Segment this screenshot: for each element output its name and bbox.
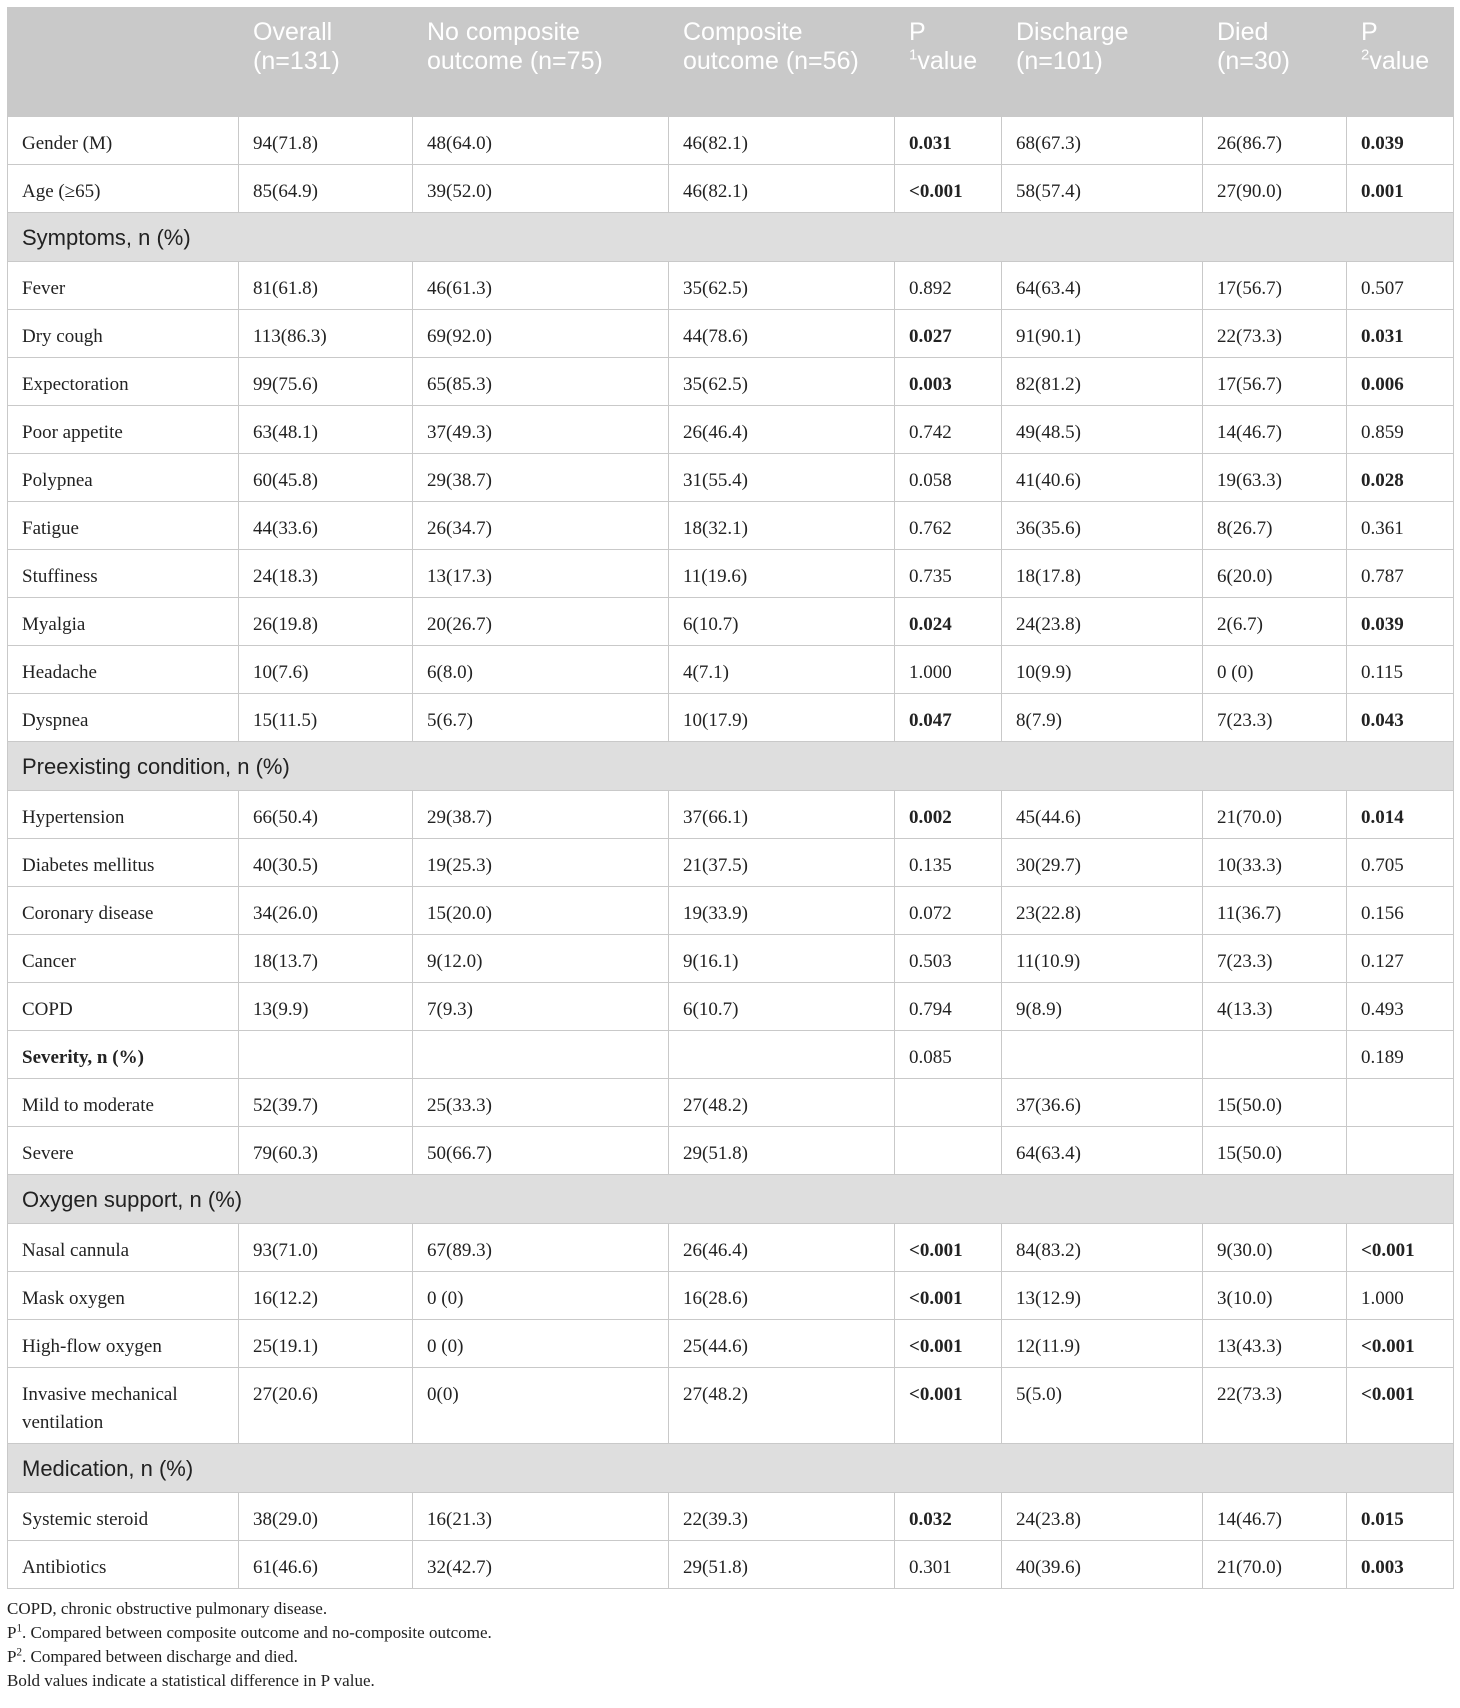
cell: 27(48.2): [669, 1368, 895, 1444]
section-medication: Medication, n (%): [8, 1444, 1454, 1493]
cell: 16(12.2): [239, 1272, 413, 1320]
row-label: Dry cough: [8, 310, 239, 358]
row-label: Fatigue: [8, 502, 239, 550]
footnote-p1-letter: P: [7, 1623, 17, 1642]
table-row: [8, 406, 1454, 454]
table-footnotes: [7, 1597, 1453, 1693]
table-row: [8, 1127, 1454, 1175]
table-row: [8, 358, 1454, 406]
table-row: [8, 646, 1454, 694]
p-cell: 0.028: [1347, 454, 1454, 502]
cell: 27(48.2): [669, 1079, 895, 1127]
row-label: Headache: [8, 646, 239, 694]
p-cell: 0.001: [1347, 165, 1454, 213]
row-label: Poor appetite: [8, 406, 239, 454]
p1-letter: P: [909, 18, 926, 46]
table-container: [7, 7, 1453, 1693]
cell: 13(43.3): [1203, 1320, 1347, 1368]
row-label: Nasal cannula: [8, 1224, 239, 1272]
cell: 0 (0): [1203, 646, 1347, 694]
cell: 3(10.0): [1203, 1272, 1347, 1320]
p-cell: 0.859: [1347, 406, 1454, 454]
p-cell: [1347, 1079, 1454, 1127]
cell: 9(16.1): [669, 935, 895, 983]
cell: 12(11.9): [1002, 1320, 1203, 1368]
p-cell: 0.039: [1347, 598, 1454, 646]
table-row: [8, 887, 1454, 935]
cell: 7(23.3): [1203, 694, 1347, 742]
cell: 46(61.3): [413, 262, 669, 310]
header-cell-p1: [895, 8, 1002, 117]
cell: [239, 1031, 413, 1079]
cell: [1002, 1031, 1203, 1079]
cell: 17(56.7): [1203, 358, 1347, 406]
p-cell: 0.015: [1347, 1493, 1454, 1541]
section-symptoms: Symptoms, n (%): [8, 213, 1454, 262]
cell: 35(62.5): [669, 358, 895, 406]
p-cell: 0.787: [1347, 550, 1454, 598]
row-label: Cancer: [8, 935, 239, 983]
section-row: [8, 213, 1454, 262]
cell: 29(38.7): [413, 791, 669, 839]
section-row: [8, 742, 1454, 791]
cell: 38(29.0): [239, 1493, 413, 1541]
cell: 0(0): [413, 1368, 669, 1444]
p-cell: 0.047: [895, 694, 1002, 742]
cell: 6(20.0): [1203, 550, 1347, 598]
p-cell: 0.014: [1347, 791, 1454, 839]
p-cell: 0.735: [895, 550, 1002, 598]
cell: 29(51.8): [669, 1127, 895, 1175]
cell: 22(73.3): [1203, 310, 1347, 358]
cell: 9(8.9): [1002, 983, 1203, 1031]
cell: 5(6.7): [413, 694, 669, 742]
cell: 7(9.3): [413, 983, 669, 1031]
cell: 20(26.7): [413, 598, 669, 646]
cell: 44(78.6): [669, 310, 895, 358]
row-label: Expectoration: [8, 358, 239, 406]
row-label: Fever: [8, 262, 239, 310]
cell: 34(26.0): [239, 887, 413, 935]
p-cell: <0.001: [895, 165, 1002, 213]
p-cell: 0.032: [895, 1493, 1002, 1541]
p1-sup: 1: [909, 46, 918, 64]
row-label: Invasive mechanical ventilation: [8, 1368, 239, 1444]
p-cell: 0.072: [895, 887, 1002, 935]
footnote-p2: [7, 1645, 1453, 1669]
cell: 9(12.0): [413, 935, 669, 983]
cell: 18(13.7): [239, 935, 413, 983]
cell: 17(56.7): [1203, 262, 1347, 310]
table-row: [8, 1031, 1454, 1079]
p2-sup: 2: [1361, 46, 1370, 64]
row-label: Coronary disease: [8, 887, 239, 935]
p-cell: 1.000: [1347, 1272, 1454, 1320]
p-cell: 0.507: [1347, 262, 1454, 310]
p-cell: 0.006: [1347, 358, 1454, 406]
p-cell: 0.301: [895, 1541, 1002, 1589]
cell: 26(34.7): [413, 502, 669, 550]
cell: 27(20.6): [239, 1368, 413, 1444]
row-label: Gender (M): [8, 117, 239, 165]
cell: [1203, 1031, 1347, 1079]
cell: 6(10.7): [669, 598, 895, 646]
cell: 44(33.6): [239, 502, 413, 550]
p-cell: 0.003: [1347, 1541, 1454, 1589]
row-label: Hypertension: [8, 791, 239, 839]
p-cell: 0.115: [1347, 646, 1454, 694]
cell: 84(83.2): [1002, 1224, 1203, 1272]
cell: 79(60.3): [239, 1127, 413, 1175]
row-label: Mask oxygen: [8, 1272, 239, 1320]
cell: 39(52.0): [413, 165, 669, 213]
cell: [413, 1031, 669, 1079]
cell: 65(85.3): [413, 358, 669, 406]
table-row: [8, 694, 1454, 742]
table-row: [8, 1224, 1454, 1272]
cell: 85(64.9): [239, 165, 413, 213]
p-cell: 0.031: [1347, 310, 1454, 358]
p-cell: 0.043: [1347, 694, 1454, 742]
p-cell: <0.001: [1347, 1368, 1454, 1444]
table-row: [8, 839, 1454, 887]
table-row: [8, 165, 1454, 213]
cell: 13(12.9): [1002, 1272, 1203, 1320]
table-row: [8, 502, 1454, 550]
cell: 2(6.7): [1203, 598, 1347, 646]
cell: 10(9.9): [1002, 646, 1203, 694]
table-row: [8, 310, 1454, 358]
cell: 4(13.3): [1203, 983, 1347, 1031]
cell: 45(44.6): [1002, 791, 1203, 839]
cell: 8(7.9): [1002, 694, 1203, 742]
cell: 36(35.6): [1002, 502, 1203, 550]
cell: 29(51.8): [669, 1541, 895, 1589]
p-cell: <0.001: [1347, 1224, 1454, 1272]
cell: 58(57.4): [1002, 165, 1203, 213]
p-cell: <0.001: [1347, 1320, 1454, 1368]
p-cell: 0.027: [895, 310, 1002, 358]
p-cell: 0.705: [1347, 839, 1454, 887]
cell: 82(81.2): [1002, 358, 1203, 406]
p-cell: 0.892: [895, 262, 1002, 310]
row-label: Systemic steroid: [8, 1493, 239, 1541]
table-row: [8, 1368, 1454, 1444]
p-cell: 0.085: [895, 1031, 1002, 1079]
cell: 13(9.9): [239, 983, 413, 1031]
cell: 19(63.3): [1203, 454, 1347, 502]
row-label: Dyspnea: [8, 694, 239, 742]
cell: [669, 1031, 895, 1079]
table-row: [8, 1079, 1454, 1127]
section-preexisting: Preexisting condition, n (%): [8, 742, 1454, 791]
cell: 40(30.5): [239, 839, 413, 887]
header-cell-died: Died (n=30): [1203, 8, 1347, 117]
cell: 60(45.8): [239, 454, 413, 502]
table-row: [8, 598, 1454, 646]
row-label: Antibiotics: [8, 1541, 239, 1589]
p-cell: 0.024: [895, 598, 1002, 646]
header-cell-discharge: Discharge (n=101): [1002, 8, 1203, 117]
cell: 32(42.7): [413, 1541, 669, 1589]
footnote-p2-sup: 2: [16, 1646, 22, 1659]
cell: 26(46.4): [669, 1224, 895, 1272]
p2-letter: P: [1361, 18, 1378, 46]
table-row: [8, 791, 1454, 839]
cell: 46(82.1): [669, 117, 895, 165]
cell: 24(23.8): [1002, 598, 1203, 646]
row-label: Mild to moderate: [8, 1079, 239, 1127]
cell: 13(17.3): [413, 550, 669, 598]
footnote-p1: [7, 1621, 1453, 1645]
table-row: [8, 1493, 1454, 1541]
cell: 25(19.1): [239, 1320, 413, 1368]
cell: 16(21.3): [413, 1493, 669, 1541]
cell: 46(82.1): [669, 165, 895, 213]
cell: 52(39.7): [239, 1079, 413, 1127]
p-cell: 0.794: [895, 983, 1002, 1031]
header-cell-no-composite: No composite outcome (n=75): [413, 8, 669, 117]
p-cell: 0.742: [895, 406, 1002, 454]
header-cell-composite: Composite outcome (n=56): [669, 8, 895, 117]
cell: 24(18.3): [239, 550, 413, 598]
cell: 11(19.6): [669, 550, 895, 598]
cell: 26(86.7): [1203, 117, 1347, 165]
table-row: [8, 262, 1454, 310]
p-cell: <0.001: [895, 1224, 1002, 1272]
cell: 6(10.7): [669, 983, 895, 1031]
cell: 35(62.5): [669, 262, 895, 310]
cell: 49(48.5): [1002, 406, 1203, 454]
cell: 4(7.1): [669, 646, 895, 694]
cell: 0 (0): [413, 1320, 669, 1368]
p-cell: 0.002: [895, 791, 1002, 839]
cell: 24(23.8): [1002, 1493, 1203, 1541]
cell: 22(39.3): [669, 1493, 895, 1541]
p-cell: [1347, 1127, 1454, 1175]
cell: 23(22.8): [1002, 887, 1203, 935]
cell: 10(7.6): [239, 646, 413, 694]
cell: 69(92.0): [413, 310, 669, 358]
cell: 41(40.6): [1002, 454, 1203, 502]
p-cell: 0.361: [1347, 502, 1454, 550]
p-cell: 0.003: [895, 358, 1002, 406]
table-row: [8, 935, 1454, 983]
table-row: [8, 983, 1454, 1031]
row-label: COPD: [8, 983, 239, 1031]
cell: 67(89.3): [413, 1224, 669, 1272]
p-cell: 0.031: [895, 117, 1002, 165]
cell: 37(36.6): [1002, 1079, 1203, 1127]
data-table: [7, 7, 1454, 1589]
row-label: Stuffiness: [8, 550, 239, 598]
cell: 48(64.0): [413, 117, 669, 165]
footnote-p2-text: . Compared between discharge and died.: [22, 1647, 298, 1666]
cell: 25(33.3): [413, 1079, 669, 1127]
footnote-p1-text: . Compared between composite outcome and no-composite outcome.: [22, 1623, 492, 1642]
cell: 19(25.3): [413, 839, 669, 887]
cell: 91(90.1): [1002, 310, 1203, 358]
cell: 64(63.4): [1002, 262, 1203, 310]
section-row: [8, 1175, 1454, 1224]
table-row: [8, 1320, 1454, 1368]
p-cell: [895, 1079, 1002, 1127]
p-cell: 0.058: [895, 454, 1002, 502]
row-label: Severity, n (%): [8, 1031, 239, 1079]
cell: 15(50.0): [1203, 1079, 1347, 1127]
footnote-copd: COPD, chronic obstructive pulmonary disease.: [7, 1599, 328, 1618]
row-label: Severe: [8, 1127, 239, 1175]
p-cell: <0.001: [895, 1368, 1002, 1444]
table-row: [8, 117, 1454, 165]
cell: 29(38.7): [413, 454, 669, 502]
p-cell: 0.156: [1347, 887, 1454, 935]
cell: 93(71.0): [239, 1224, 413, 1272]
cell: 94(71.8): [239, 117, 413, 165]
section-oxygen: Oxygen support, n (%): [8, 1175, 1454, 1224]
p-cell: [895, 1127, 1002, 1175]
cell: 8(26.7): [1203, 502, 1347, 550]
p-cell: 0.503: [895, 935, 1002, 983]
cell: 18(17.8): [1002, 550, 1203, 598]
header-cell-p2: [1347, 8, 1454, 117]
row-label: High-flow oxygen: [8, 1320, 239, 1368]
cell: 63(48.1): [239, 406, 413, 454]
cell: 64(63.4): [1002, 1127, 1203, 1175]
cell: 50(66.7): [413, 1127, 669, 1175]
cell: 99(75.6): [239, 358, 413, 406]
cell: 40(39.6): [1002, 1541, 1203, 1589]
cell: 14(46.7): [1203, 406, 1347, 454]
cell: 16(28.6): [669, 1272, 895, 1320]
header-row: [8, 8, 1454, 117]
row-label: Age (≥65): [8, 165, 239, 213]
p-cell: <0.001: [895, 1272, 1002, 1320]
footnote-p2-letter: P: [7, 1647, 17, 1666]
row-label: Diabetes mellitus: [8, 839, 239, 887]
cell: 113(86.3): [239, 310, 413, 358]
p-cell: <0.001: [895, 1320, 1002, 1368]
cell: 81(61.8): [239, 262, 413, 310]
row-label: Polypnea: [8, 454, 239, 502]
cell: 37(66.1): [669, 791, 895, 839]
p-cell: 0.189: [1347, 1031, 1454, 1079]
cell: 22(73.3): [1203, 1368, 1347, 1444]
cell: 25(44.6): [669, 1320, 895, 1368]
p-cell: 0.135: [895, 839, 1002, 887]
table-row: [8, 550, 1454, 598]
cell: 10(33.3): [1203, 839, 1347, 887]
p-cell: 0.762: [895, 502, 1002, 550]
cell: 27(90.0): [1203, 165, 1347, 213]
cell: 31(55.4): [669, 454, 895, 502]
cell: 37(49.3): [413, 406, 669, 454]
cell: 19(33.9): [669, 887, 895, 935]
p1-value-word: value: [917, 47, 978, 75]
table-row: [8, 1541, 1454, 1589]
cell: 5(5.0): [1002, 1368, 1203, 1444]
p-cell: 0.493: [1347, 983, 1454, 1031]
cell: 61(46.6): [239, 1541, 413, 1589]
p-cell: 0.127: [1347, 935, 1454, 983]
cell: 21(70.0): [1203, 791, 1347, 839]
row-label: Myalgia: [8, 598, 239, 646]
cell: 7(23.3): [1203, 935, 1347, 983]
cell: 11(36.7): [1203, 887, 1347, 935]
header-cell-label: [8, 8, 239, 117]
cell: 10(17.9): [669, 694, 895, 742]
p2-value-word: value: [1369, 47, 1430, 75]
cell: 26(46.4): [669, 406, 895, 454]
footnote-p1-sup: 1: [16, 1622, 22, 1635]
cell: 21(70.0): [1203, 1541, 1347, 1589]
cell: 14(46.7): [1203, 1493, 1347, 1541]
table-row: [8, 454, 1454, 502]
cell: 15(20.0): [413, 887, 669, 935]
cell: 18(32.1): [669, 502, 895, 550]
cell: 30(29.7): [1002, 839, 1203, 887]
cell: 15(11.5): [239, 694, 413, 742]
cell: 26(19.8): [239, 598, 413, 646]
table-row: [8, 1272, 1454, 1320]
cell: 68(67.3): [1002, 117, 1203, 165]
cell: 11(10.9): [1002, 935, 1203, 983]
footnote-bold: Bold values indicate a statistical difference in P value.: [7, 1671, 375, 1690]
p-cell: 0.039: [1347, 117, 1454, 165]
cell: 15(50.0): [1203, 1127, 1347, 1175]
cell: 0 (0): [413, 1272, 669, 1320]
section-row: [8, 1444, 1454, 1493]
cell: 6(8.0): [413, 646, 669, 694]
cell: 9(30.0): [1203, 1224, 1347, 1272]
cell: 66(50.4): [239, 791, 413, 839]
p-cell: 1.000: [895, 646, 1002, 694]
cell: 21(37.5): [669, 839, 895, 887]
header-cell-overall: Overall (n=131): [239, 8, 413, 117]
